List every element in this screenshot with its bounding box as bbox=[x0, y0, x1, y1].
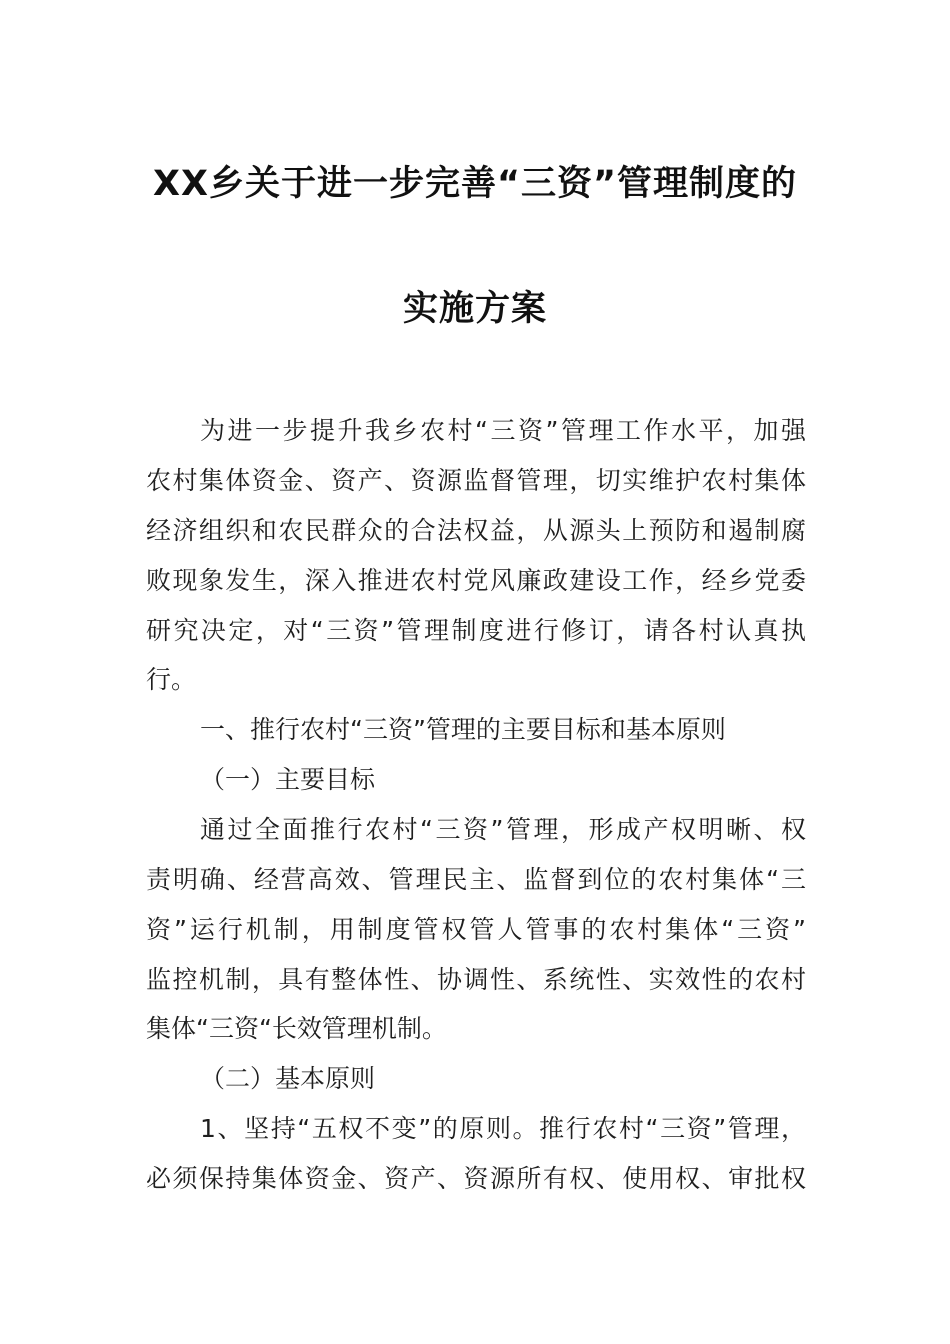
document-title-line-2: 实施方案 bbox=[402, 289, 547, 329]
paragraph-line: 集体“三资“长效管理机制。 bbox=[146, 1014, 447, 1043]
paragraph-line: 必须保持集体资金、资产、资源所有权、使用权、审批权 bbox=[146, 1164, 806, 1193]
paragraph-line: 研究决定，对“三资”管理制度进行修订，请各村认真执 bbox=[146, 616, 806, 645]
paragraph-line: 监控机制，具有整体性、协调性、系统性、实效性的农村 bbox=[146, 965, 806, 994]
subsection-heading: （一）主要目标 bbox=[200, 765, 376, 794]
paragraph-line: 农村集体资金、资产、资源监督管理，切实维护农村集体 bbox=[146, 466, 806, 495]
paragraph-line: 1、坚持“五权不变”的原则。推行农村“三资”管理， bbox=[200, 1114, 806, 1143]
paragraph-line: 通过全面推行农村“三资”管理，形成产权明晰、权 bbox=[200, 815, 806, 844]
paragraph-line: 行。 bbox=[146, 665, 197, 694]
paragraph-line: 败现象发生，深入推进农村党风廉政建设工作，经乡党委 bbox=[146, 566, 806, 595]
paragraph-line: 责明确、经营高效、管理民主、监督到位的农村集体“三 bbox=[146, 865, 806, 894]
section-heading: 一、推行农村“三资”管理的主要目标和基本原则 bbox=[200, 715, 726, 744]
paragraph-line: 经济组织和农民群众的合法权益，从源头上预防和遏制腐 bbox=[146, 516, 806, 545]
paragraph-line: 资”运行机制，用制度管权管人管事的农村集体“三资” bbox=[146, 915, 806, 944]
paragraph-line: 为进一步提升我乡农村“三资”管理工作水平，加强 bbox=[200, 416, 806, 445]
document-title-line-1: XX乡关于进一步完善“三资”管理制度的 bbox=[153, 164, 797, 204]
subsection-heading: （二）基本原则 bbox=[200, 1064, 376, 1093]
